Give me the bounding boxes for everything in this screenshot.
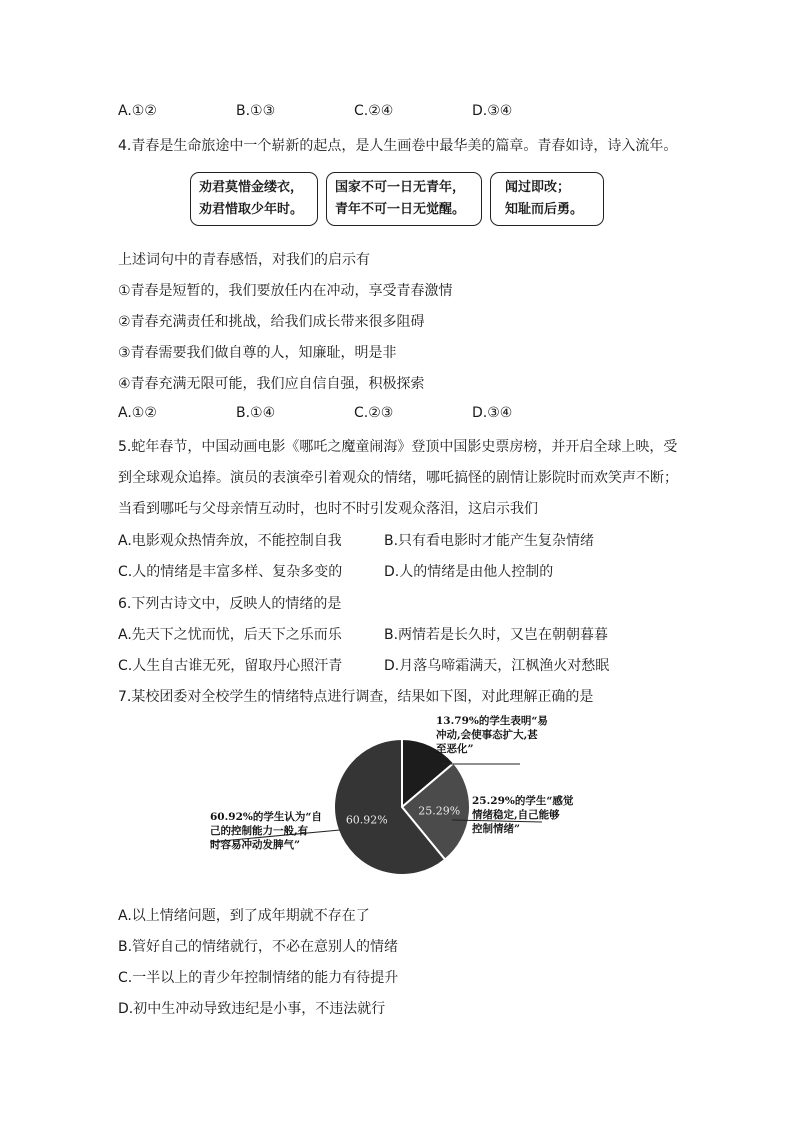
q4-option-d: D.③④ — [472, 405, 513, 421]
q4-option-c: C.②③ — [354, 405, 394, 421]
q7-option-c: C.一半以上的青少年控制情绪的能力有待提升 — [118, 970, 399, 986]
q5-stem-line-3: 当看到哪吒与父母亲情互动时，也时不时引发观众落泪，这启示我们 — [118, 501, 538, 517]
pie-inner-label-2: 25.29% — [418, 804, 461, 818]
q3-option-b: B.①③ — [236, 103, 276, 119]
q5-stem-line-2: 到全球观众追捧。演员的表演牵引着观众的情绪，哪吒搞怪的剧情让影院时而欢笑声不断； — [118, 470, 678, 486]
q5-option-b: B.只有看电影时才能产生复杂情绪 — [384, 533, 595, 549]
q5-option-c: C.人的情绪是丰富多样、复杂多变的 — [118, 564, 343, 580]
q7-option-b: B.管好自己的情绪就行，不必在意别人的情绪 — [118, 939, 399, 955]
q6-option-b: B.两情若是长久时，又岂在朝朝暮暮 — [384, 627, 609, 643]
q4-item-1: ①青春是短暂的，我们要放任内在冲动，享受青春激情 — [118, 283, 453, 299]
q4-poem-boxes — [190, 172, 610, 228]
q6-option-c: C.人生自古谁无死，留取丹心照汗青 — [118, 658, 343, 674]
q4-poem-3-line-1: 闻过即改； — [505, 180, 571, 195]
q4-stem: 4.青春是生命旅途中一个崭新的起点，是人生画卷中最华美的篇章。青春如诗，诗入流年。 — [118, 138, 678, 154]
q4-item-3: ③青春需要我们做自尊的人，知廉耻，明是非 — [118, 345, 397, 361]
q5-stem-line-1: 5.蛇年春节，中国动画电影《哪吒之魔童闹海》登顶中国影史票房榜，并开启全球上映，受 — [118, 439, 678, 455]
q5-option-d: D.人的情绪是由他人控制的 — [384, 564, 554, 580]
q4-poem-1-line-1: 劝君莫惜金缕衣， — [199, 180, 304, 195]
q3-option-c: C.②④ — [354, 103, 394, 119]
q6-option-a: A.先天下之忧而忧，后天下之乐而乐 — [118, 627, 342, 643]
pie-callout-label-2: 25.29%的学生“感觉情绪稳定,自己能够控制情绪” — [472, 795, 574, 835]
pie-callout-label-3: 60.92%的学生认为“自己的控制能力一般,有时容易冲动发脾气” — [210, 811, 322, 851]
q7-stem: 7.某校团委对全校学生的情绪特点进行调查，结果如下图，对此理解正确的是 — [118, 689, 594, 705]
q5-options-row-1 — [118, 530, 594, 550]
q4-poem-box-2 — [326, 172, 482, 226]
q3-option-a: A.①② — [118, 103, 157, 119]
q4-item-4: ④青春充满无限可能，我们应自信自强，积极探索 — [118, 376, 425, 392]
q4-question: 上述词句中的青春感悟，对我们的启示有 — [118, 252, 370, 268]
q6-option-d: D.月落乌啼霜满天，江枫渔火对愁眠 — [384, 658, 610, 674]
q4-item-2: ②青春充满责任和挑战，给我们成长带来很多阻碍 — [118, 314, 425, 330]
q6-options-row-1 — [118, 624, 608, 644]
q4-poem-box-3 — [490, 172, 604, 226]
emotion-survey-pie-chart — [200, 712, 600, 897]
pie-callout-label-1: 13.79%的学生表明“易冲动,会使事态扩大,甚至恶化” — [436, 715, 548, 755]
q5-option-a: A.电影观众热情奔放，不能控制自我 — [118, 533, 342, 549]
q6-stem: 6.下列古诗文中，反映人的情绪的是 — [118, 596, 342, 612]
q7-option-d: D.初中生冲动导致违纪是小事，不违法就行 — [118, 1001, 386, 1017]
q3-options — [118, 103, 512, 119]
q6-options-row-2 — [118, 655, 609, 675]
pie-inner-label-3: 60.92% — [345, 813, 388, 827]
q4-poem-2-line-1: 国家不可一日无青年， — [335, 180, 466, 195]
q4-options — [118, 405, 512, 421]
q4-poem-3-line-2: 知耻而后勇。 — [505, 202, 584, 217]
q4-poem-box-1 — [190, 172, 318, 226]
q4-poem-2-line-2: 青年不可一日无觉醒。 — [335, 202, 466, 217]
q7-option-a: A.以上情绪问题，到了成年期就不存在了 — [118, 908, 370, 924]
q4-poem-1-line-2: 劝君惜取少年时。 — [199, 202, 304, 217]
q5-options-row-2 — [118, 561, 553, 581]
q4-option-a: A.①② — [118, 405, 157, 421]
q4-option-b: B.①④ — [236, 405, 276, 421]
q3-option-d: D.③④ — [472, 103, 513, 119]
